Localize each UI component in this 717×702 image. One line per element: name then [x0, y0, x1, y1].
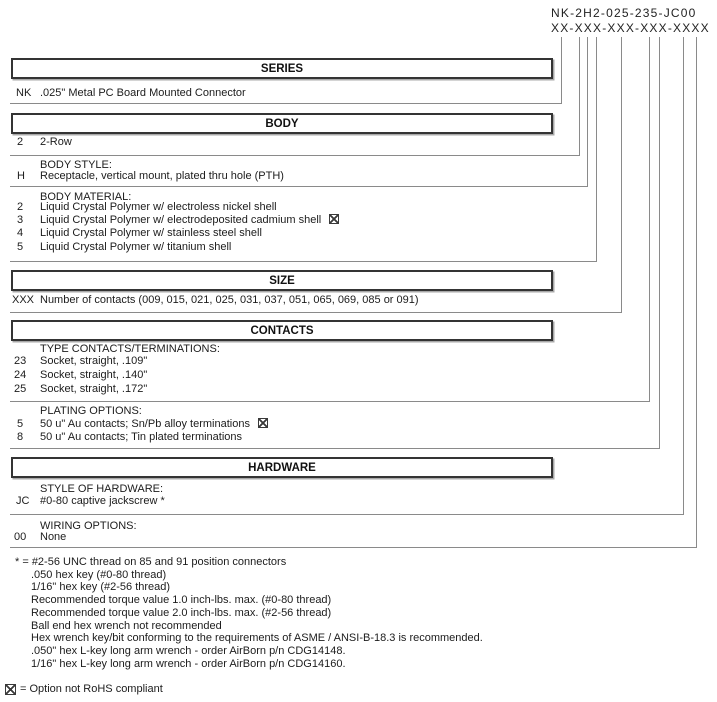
leader-hline-contact-type: [10, 401, 649, 402]
item-desc: Socket, straight, .172": [40, 383, 148, 395]
section-title-body: BODY: [265, 117, 299, 130]
item-code: 4: [17, 227, 24, 239]
item-desc: Number of contacts (009, 015, 021, 025, 031, 037, 051, 065, 069, 085 or 091): [40, 294, 419, 306]
rohs-legend-text: = Option not RoHS compliant: [20, 683, 163, 695]
not-rohs-icon: [329, 214, 339, 224]
section-box-hardware: [11, 457, 553, 478]
item-row-contact-24: [0, 369, 560, 382]
connector-vline-body-material: [596, 37, 597, 262]
item-row-material-3: [0, 214, 560, 227]
item-row-hardware-jc: [0, 495, 560, 508]
item-code: H: [17, 170, 25, 182]
section-box-contacts: [11, 320, 553, 341]
section-title-contacts: CONTACTS: [250, 324, 314, 337]
group-header-wiring: WIRING OPTIONS:: [40, 520, 137, 532]
not-rohs-icon: [5, 684, 16, 695]
section-title-size: SIZE: [269, 274, 295, 287]
item-row-material-5: [0, 241, 560, 254]
item-code: 24: [14, 369, 27, 381]
connector-vline-body-style: [587, 37, 588, 187]
item-desc: Socket, straight, .140": [40, 369, 148, 381]
connector-vline-plating: [659, 37, 660, 449]
not-rohs-icon: [258, 418, 268, 428]
group-header-plating: PLATING OPTIONS:: [40, 405, 142, 417]
connector-vline-contact-type: [649, 37, 650, 402]
rohs-legend: [0, 683, 300, 696]
section-box-body: [11, 113, 553, 134]
footnote-line: Hex wrench key/bit conforming to the requirements of ASME / ANSI-B-18.3 is recommended.: [31, 632, 483, 644]
item-desc: [40, 214, 339, 227]
item-row-material-4: [0, 227, 560, 240]
item-code: 8: [17, 431, 24, 443]
item-desc: 50 u" Au contacts; Tin plated terminations: [40, 431, 243, 443]
part-number-mask: XX-XXX-XXX-XXX-XXXX: [551, 21, 710, 35]
leader-hline-plating: [10, 448, 659, 449]
section-title-series: SERIES: [260, 62, 304, 75]
item-desc: [40, 418, 268, 431]
item-row-series-nk: [0, 87, 560, 100]
part-number-example: NK-2H2-025-235-JC00: [551, 6, 697, 20]
item-row-wiring-00: [0, 531, 560, 544]
item-row-contact-23: [0, 355, 560, 368]
footnote-line: Ball end hex wrench not recommended: [31, 620, 222, 632]
item-desc-text: Liquid Crystal Polymer w/ electrodeposited cadmium shell: [40, 214, 322, 226]
item-desc: Receptacle, vertical mount, plated thru hole (PTH): [40, 170, 284, 182]
item-code: 3: [17, 214, 24, 226]
item-code: NK: [16, 87, 32, 99]
leader-hline-body-material: [10, 261, 596, 262]
item-desc-text: 50 u" Au contacts; Sn/Pb alloy terminations: [40, 418, 250, 430]
footnote-line: 1/16" hex key (#2-56 thread): [31, 581, 171, 593]
leader-hline-size: [10, 312, 621, 313]
item-row-plating-8: [0, 431, 560, 444]
leader-hline-body-row: [10, 155, 579, 156]
item-code: 2: [17, 201, 24, 213]
item-code: 5: [17, 241, 24, 253]
leader-hline-hardware: [10, 514, 683, 515]
item-row-size-xxx: [0, 294, 560, 307]
leader-hline-wiring: [10, 547, 696, 548]
leader-hline-body-style: [10, 186, 587, 187]
item-desc: .025" Metal PC Board Mounted Connector: [40, 87, 246, 99]
item-row-body-style-h: [0, 170, 560, 183]
item-code: XXX: [12, 294, 35, 306]
footnote-line: Recommended torque value 2.0 inch-lbs. max. (#2-56 thread): [31, 607, 332, 619]
item-code: 2: [17, 136, 24, 148]
item-row-contact-25: [0, 383, 560, 396]
group-header-hardware-style: STYLE OF HARDWARE:: [40, 483, 164, 495]
item-desc: #0-80 captive jackscrew *: [40, 495, 165, 507]
footnote-line: Recommended torque value 1.0 inch-lbs. max. (#0-80 thread): [31, 594, 332, 606]
connector-vline-body-row: [579, 37, 580, 156]
connector-vline-wiring: [696, 37, 697, 548]
item-code: 25: [14, 383, 27, 395]
group-header-body-style: BODY STYLE:: [40, 159, 112, 171]
connector-vline-hardware: [683, 37, 684, 515]
connector-vline-size: [621, 37, 622, 313]
item-desc: Socket, straight, .109": [40, 355, 148, 367]
section-title-hardware: HARDWARE: [248, 461, 316, 474]
connector-vline-series: [561, 37, 562, 104]
leader-hline-series: [10, 103, 561, 104]
item-code: 5: [17, 418, 24, 430]
item-code: JC: [16, 495, 30, 507]
group-header-body-material: BODY MATERIAL:: [40, 191, 132, 203]
section-box-size: [11, 270, 553, 291]
group-header-contact-type: TYPE CONTACTS/TERMINATIONS:: [40, 343, 220, 355]
item-code: 00: [14, 531, 27, 543]
item-desc: Liquid Crystal Polymer w/ electroless nickel shell: [40, 201, 277, 213]
section-box-series: [11, 58, 553, 79]
item-row-plating-5: [0, 418, 560, 431]
item-row-material-2: [0, 201, 560, 214]
footnote-line: .050 hex key (#0-80 thread): [31, 569, 167, 581]
footnote-line: .050" hex L-key long arm wrench - order AirBorn p/n CDG14148.: [31, 645, 346, 657]
item-row-body-2row: [0, 136, 560, 149]
item-code: 23: [14, 355, 27, 367]
item-desc: 2-Row: [40, 136, 72, 148]
item-desc: Liquid Crystal Polymer w/ stainless steel shell: [40, 227, 262, 239]
item-desc: Liquid Crystal Polymer w/ titanium shell: [40, 241, 232, 253]
footnote-lead: * = #2-56 UNC thread on 85 and 91 position connectors: [15, 556, 287, 568]
item-desc: None: [40, 531, 67, 543]
footnote-line: 1/16" hex L-key long arm wrench - order AirBorn p/n CDG14160.: [31, 658, 346, 670]
